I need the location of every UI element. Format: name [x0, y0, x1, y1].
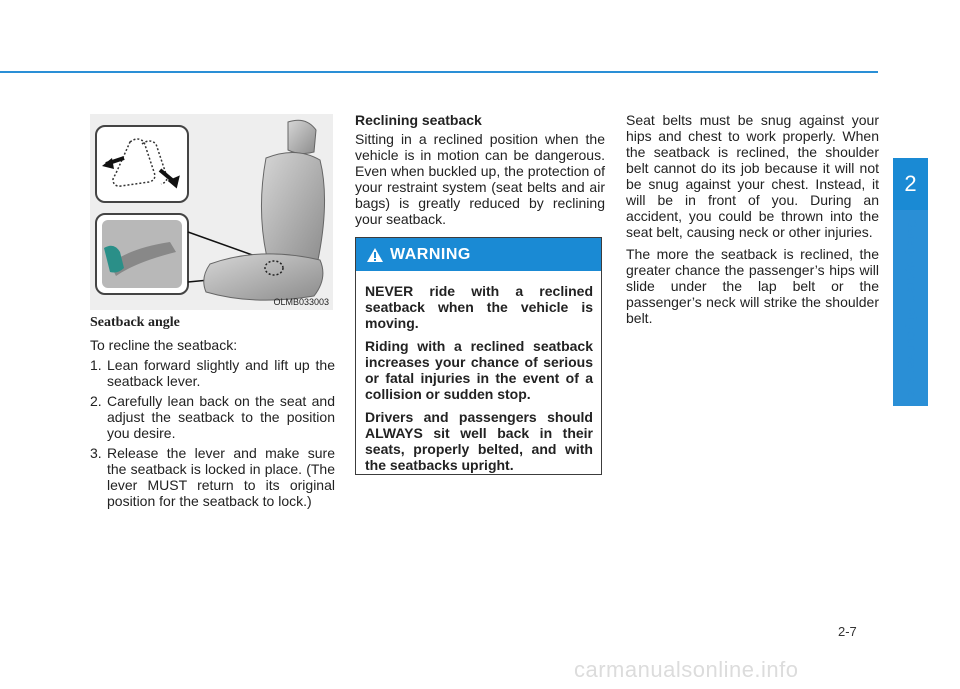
warning-paragraph: NEVER ride with a reclined seatback when the vehicle is moving.	[365, 283, 593, 331]
recline-steps	[90, 357, 335, 509]
warning-title: WARNING	[390, 245, 471, 263]
seatback-lever-illustration	[90, 114, 333, 310]
chapter-number: 2	[904, 171, 917, 196]
reclining-paragraph: Sitting in a reclined position when the vehicle is in motion can be dangerous. Even when buckled up, the protection of your restraint system (seat belts and air bags) is greatly reduced by reclining your seatback.	[355, 131, 605, 227]
list-item: 2. Carefully lean back on the seat and adjust the seatback to the position you desire.	[90, 393, 335, 441]
seatbelt-paragraph: The more the seatback is reclined, the greater chance the passenger’s hips will slide under the lap belt or the passenger’s neck will strike the shoulder belt.	[626, 246, 879, 326]
warning-box	[355, 237, 602, 475]
warning-header	[356, 238, 601, 271]
list-item: 1. Lean forward slightly and lift up the seatback lever.	[90, 357, 335, 389]
warning-body	[356, 271, 601, 473]
section-heading-reclining-seatback: Reclining seatback	[355, 112, 482, 128]
figure-code: OLMB033003	[273, 297, 329, 307]
seatbelt-paragraph: Seat belts must be snug against your hips and chest to work properly. When the seatback is reclined, the shoulder belt cannot do its job because it will not be snug against your chest. Instead, it will be in front of you. During an accident, you could be thrown into the seat belt, causing neck or other injuries.	[626, 112, 879, 240]
chapter-title: Safety system of your vehicle	[904, 219, 920, 397]
chapter-number-tab	[893, 158, 928, 210]
warning-paragraph: Drivers and passengers should ALWAYS sit well back in their seats, properly belted, and with the seatbacks upright.	[365, 409, 593, 473]
seat-illustration	[90, 114, 333, 310]
headrest	[288, 120, 316, 153]
seatback	[261, 152, 324, 265]
seatbelt-section	[626, 112, 879, 326]
list-item: 3. Release the lever and make sure the seatback is locked in place. (The lever MUST return to its original position for the seatback to lock.)	[90, 445, 335, 509]
section-heading-seatback-angle: Seatback angle	[90, 315, 180, 330]
header-rule	[0, 71, 878, 73]
seatback-angle-section	[90, 315, 335, 513]
reclining-seatback-section	[355, 112, 605, 227]
watermark: carmanualsonline.info	[574, 657, 799, 682]
warning-paragraph: Riding with a reclined seatback increases your chance of serious or fatal injuries in the event of a collision or sudden stop.	[365, 338, 593, 402]
warning-triangle-icon	[366, 247, 384, 263]
intro-text: To recline the seatback:	[90, 337, 238, 353]
seat-cushion	[204, 254, 323, 300]
page-number: 2-7	[838, 624, 857, 639]
